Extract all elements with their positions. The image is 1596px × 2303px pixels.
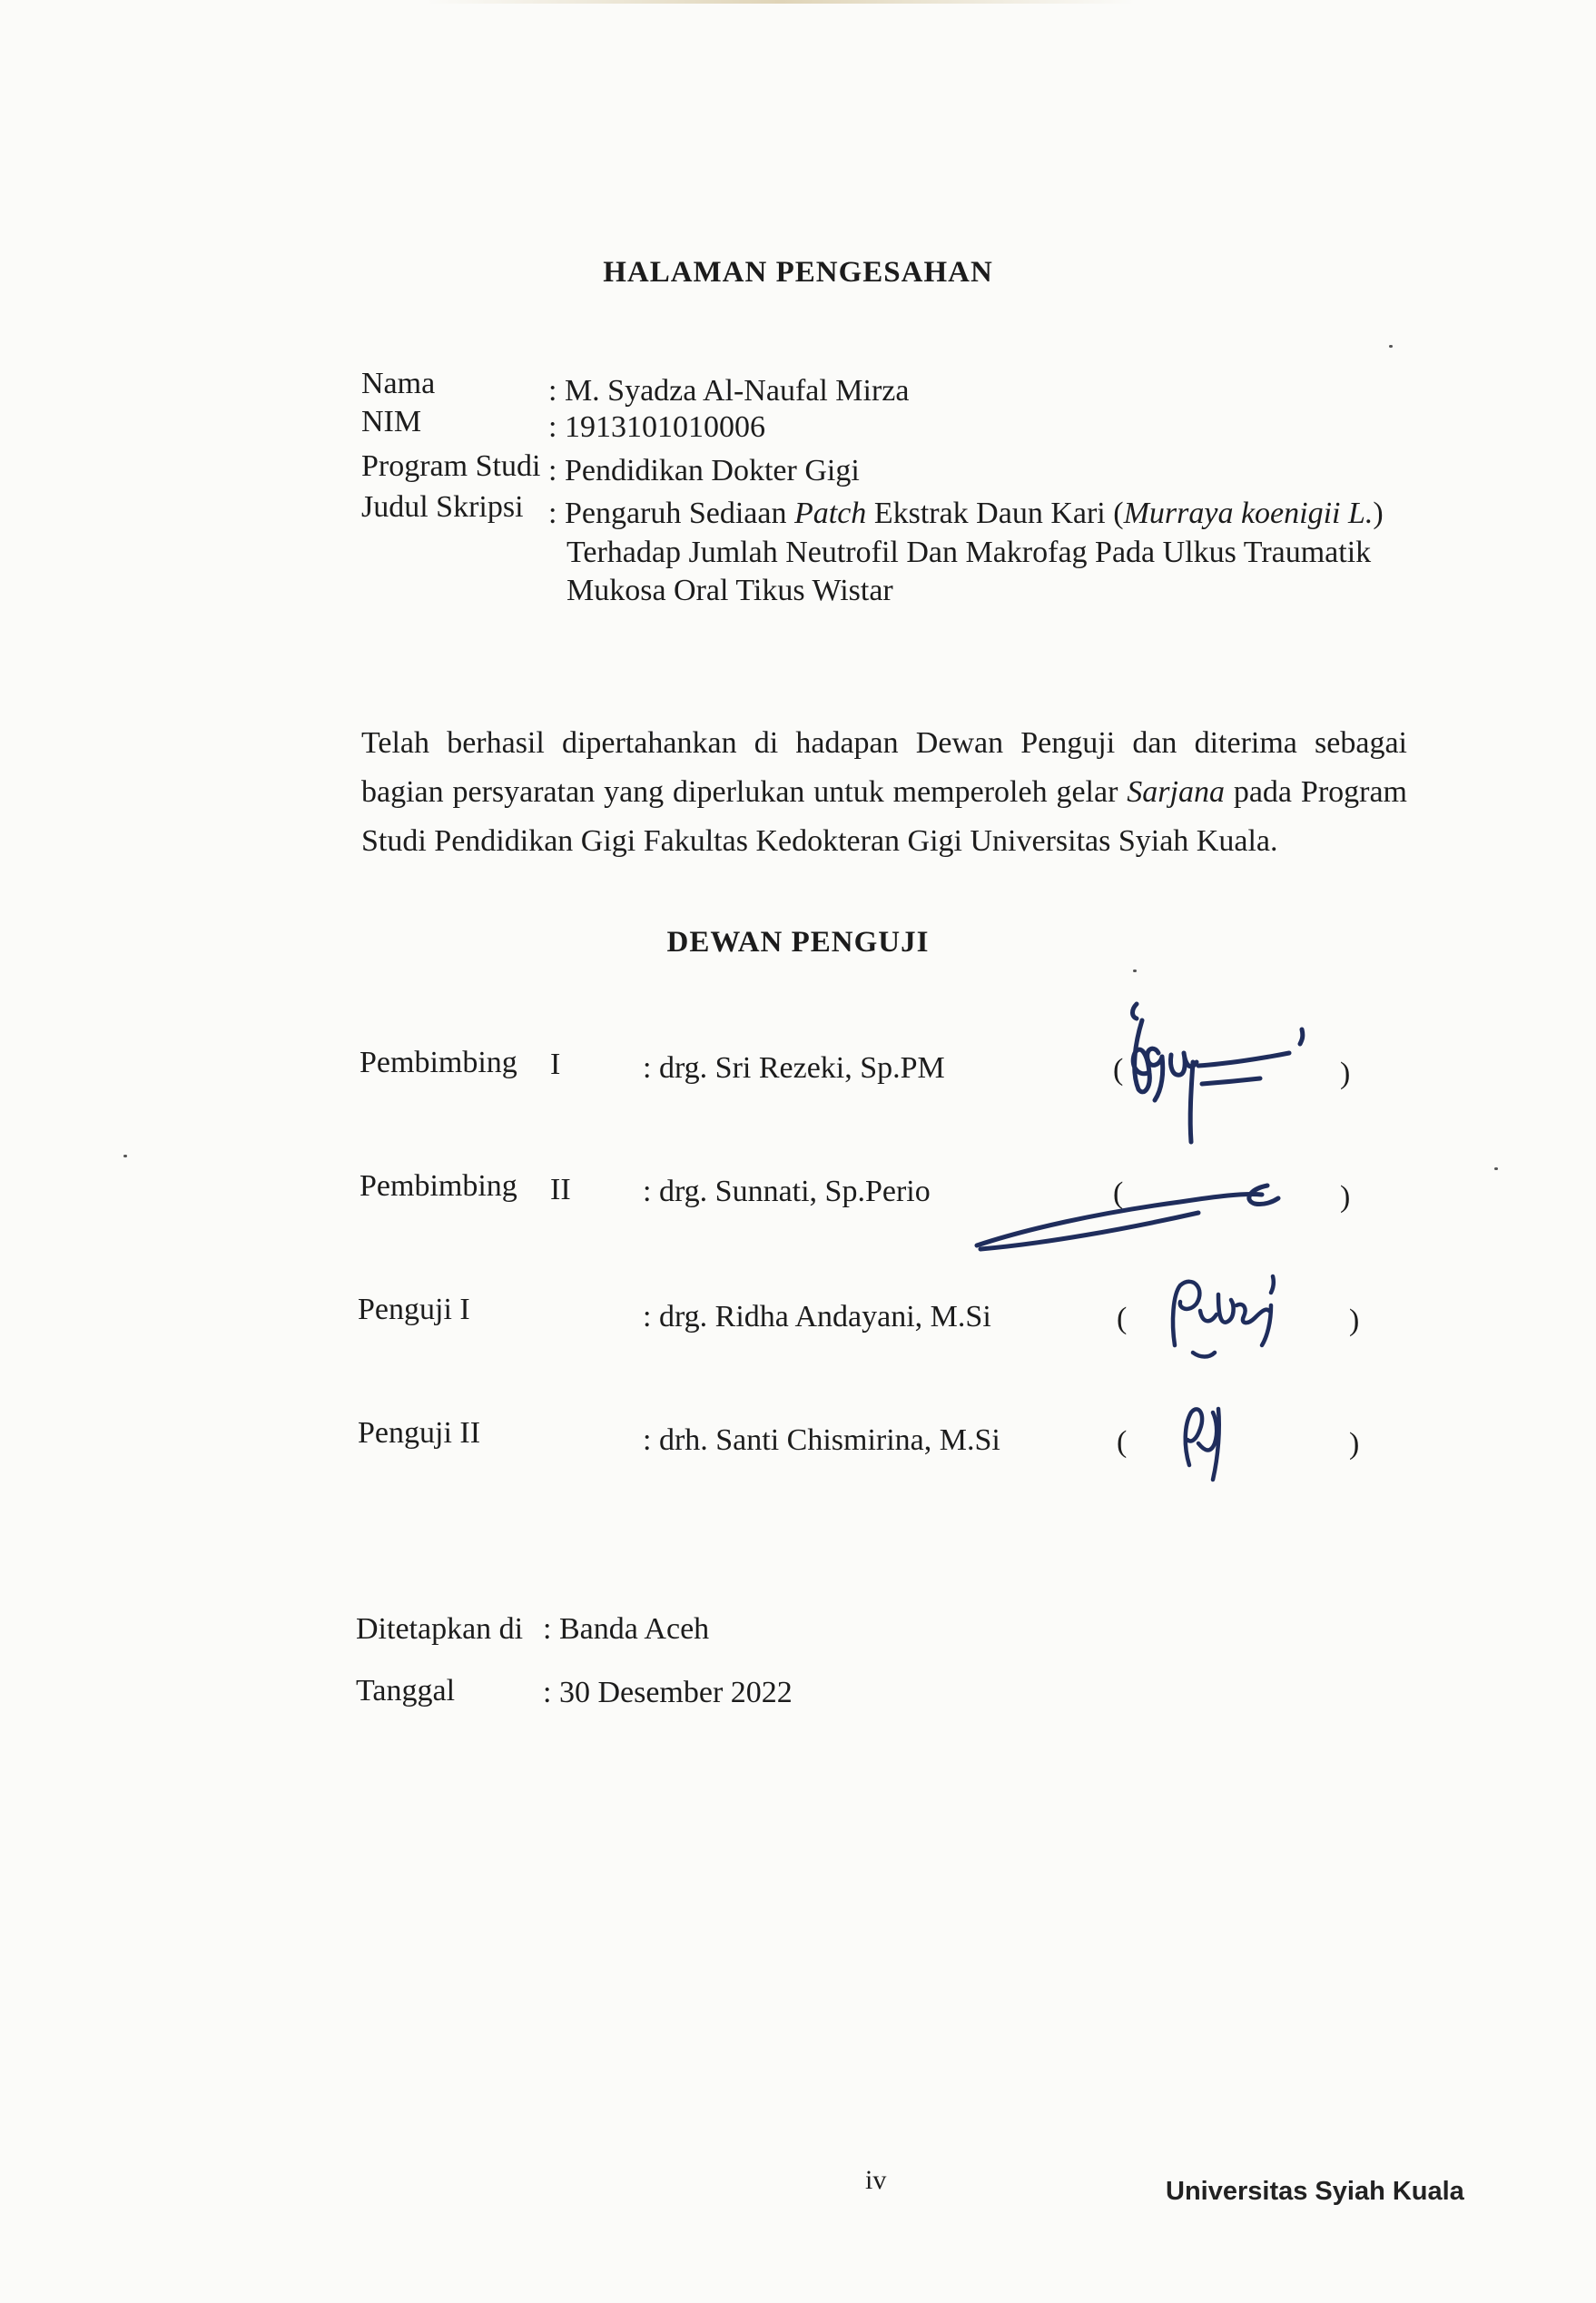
member-1-role: Pembimbing <box>360 1046 517 1079</box>
member-2-role: Pembimbing <box>360 1169 517 1203</box>
prodi-value: : Pendidikan Dokter Gigi <box>548 454 860 487</box>
paper-speck <box>1494 1167 1498 1170</box>
member-1-paren-close: ) <box>1340 1057 1351 1090</box>
judul-line-1-mid: Ekstrak Daun Kari ( <box>866 497 1124 530</box>
statement-sarjana-italic: Sarjana <box>1127 775 1225 809</box>
judul-label: Judul Skripsi <box>361 490 524 524</box>
judul-line-1-post: ) <box>1373 497 1384 530</box>
paper-speck <box>123 1155 127 1157</box>
nim-label: NIM <box>361 405 422 438</box>
date-value: : 30 Desember 2022 <box>543 1676 793 1709</box>
member-2-numeral: II <box>550 1173 571 1206</box>
nim-value: : 1913101010006 <box>548 410 765 444</box>
member-1-signature <box>1108 989 1344 1162</box>
member-1-paren-open: ( <box>1113 1053 1124 1087</box>
judul-patch-italic: Patch <box>794 497 867 530</box>
member-4-role: Penguji II <box>358 1416 481 1450</box>
statement-line-3: Studi Pendidikan Gigi Fakultas Kedokteran Gigi Universitas Syiah Kuala. <box>361 824 1278 858</box>
judul-line-3: Mukosa Oral Tikus Wistar <box>566 574 893 607</box>
footer-university: Universitas Syiah Kuala <box>1166 2177 1464 2206</box>
member-3-paren-open: ( <box>1117 1302 1128 1335</box>
paper-speck <box>1133 969 1137 972</box>
nama-label: Nama <box>361 367 436 400</box>
statement-line-2 <box>361 768 1407 817</box>
prodi-label: Program Studi <box>361 449 541 483</box>
member-3-name: : drg. Ridha Andayani, M.Si <box>643 1300 991 1334</box>
statement-line-2-pre: bagian persyaratan yang diperlukan untuk memperoleh gelar <box>361 775 1128 809</box>
nama-value: : M. Syadza Al-Naufal Mirza <box>548 374 910 408</box>
member-1-numeral: I <box>550 1048 561 1081</box>
judul-line-2: Terhadap Jumlah Neutrofil Dan Makrofag Pada Ulkus Traumatik <box>566 536 1372 569</box>
judul-species-italic: Murraya koenigii L. <box>1123 497 1374 530</box>
place-value: : Banda Aceh <box>543 1612 710 1646</box>
member-2-name: : drg. Sunnati, Sp.Perio <box>643 1175 931 1208</box>
statement-line-2-post: pada Program <box>1224 775 1407 809</box>
page-number: iv <box>865 2165 887 2195</box>
page-title: HALAMAN PENGESAHAN <box>603 256 993 289</box>
statement-line-1: Telah berhasil dipertahankan di hadapan Dewan Penguji dan diterima sebagai <box>361 726 1407 760</box>
member-2-paren-open: ( <box>1113 1176 1124 1210</box>
member-4-signature <box>1166 1393 1256 1492</box>
date-label: Tanggal <box>356 1674 456 1708</box>
member-4-name: : drh. Santi Chismirina, M.Si <box>643 1423 1000 1457</box>
statement-paragraph <box>361 719 1407 866</box>
member-2-signature <box>971 1162 1316 1262</box>
top-paper-edge <box>427 0 1135 4</box>
paper-speck <box>1389 345 1393 348</box>
committee-title: DEWAN PENGUJI <box>666 926 930 959</box>
member-3-role: Penguji I <box>358 1293 470 1326</box>
judul-line-1-pre: : Pengaruh Sediaan <box>548 497 794 530</box>
member-4-paren-close: ) <box>1349 1427 1360 1461</box>
place-label: Ditetapkan di <box>356 1612 524 1646</box>
member-3-paren-close: ) <box>1349 1304 1360 1337</box>
member-4-paren-open: ( <box>1117 1425 1128 1459</box>
member-2-paren-close: ) <box>1340 1180 1351 1214</box>
judul-line-1 <box>548 497 1384 531</box>
member-3-signature <box>1153 1258 1316 1367</box>
member-1-name: : drg. Sri Rezeki, Sp.PM <box>643 1051 945 1085</box>
